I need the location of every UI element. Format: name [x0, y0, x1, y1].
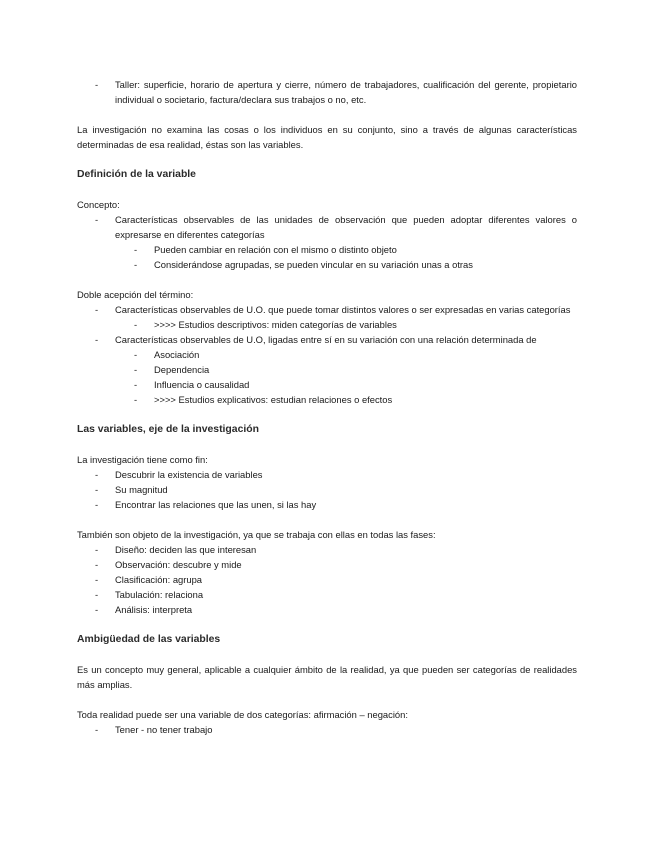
intro-paragraph: La investigación no examina las cosas o los individuos en su conjunto, sino a través de algunas características determinadas de esa realidad, éstas son las variables. [77, 124, 577, 150]
list-item-text: >>>> Estudios descriptivos: miden categorías de variables [154, 319, 397, 330]
fases-list [77, 542, 577, 617]
doble-label: Doble acepción del término: [77, 289, 194, 300]
ambiguedad-paragraph: Es un concepto muy general, aplicable a cualquier ámbito de la realidad, ya que pueden ser categorías de realidades más amplias. [77, 664, 577, 690]
sub-list-item [77, 377, 577, 392]
ambiguedad-list [77, 722, 577, 737]
list-item-text: Tabulación: relaciona [115, 589, 204, 600]
list-item-text: Descubrir la existencia de variables [115, 469, 263, 480]
list-item [77, 587, 577, 602]
bullet-dash: - [95, 589, 99, 600]
bullet-dash: - [95, 499, 99, 510]
list-item [77, 602, 577, 617]
concepto-list [77, 212, 577, 272]
bullet-dash: - [95, 559, 99, 570]
list-item [77, 572, 577, 587]
list-item-text: Análisis: interpreta [115, 604, 193, 615]
fin-list [77, 467, 577, 512]
list-item-text: Influencia o causalidad [154, 379, 250, 390]
bullet-dash: - [95, 214, 99, 225]
list-item [77, 302, 577, 317]
bullet-dash: - [95, 334, 99, 345]
list-item-text: Taller: superficie, horario de apertura y cierre, número de trabajadores, cualificación del gerente, propietario individual o societario, factura/declara sus trabajos o no, etc. [115, 79, 577, 105]
list-item-text: Asociación [154, 349, 200, 360]
list-item-text: Clasificación: agrupa [115, 574, 203, 585]
list-item [77, 332, 577, 347]
concepto-label: Concepto: [77, 199, 120, 210]
bullet-dash: - [134, 319, 138, 330]
list-item [77, 482, 577, 497]
list-item-text: Características observables de U.O. que puede tomar distintos valores o ser expresadas en varias categorías [115, 304, 571, 315]
sub-list-item [77, 257, 577, 272]
bullet-dash: - [134, 244, 138, 255]
list-item-text: >>>> Estudios explicativos: estudian relaciones o efectos [154, 394, 393, 405]
intro-list [77, 77, 577, 107]
bullet-dash: - [95, 304, 99, 315]
list-item [77, 77, 577, 107]
bullet-dash: - [134, 364, 138, 375]
bullet-dash: - [95, 724, 99, 735]
bullet-dash: - [95, 469, 99, 480]
bullet-dash: - [95, 574, 99, 585]
doble-list [77, 302, 577, 407]
list-item [77, 542, 577, 557]
list-item-text: Diseño: deciden las que interesan [115, 544, 257, 555]
heading-eje: Las variables, eje de la investigación [77, 424, 259, 435]
list-item [77, 467, 577, 482]
sub-list-item [77, 242, 577, 257]
sub-list-item [77, 347, 577, 362]
bullet-dash: - [95, 544, 99, 555]
bullet-dash: - [95, 79, 99, 90]
bullet-dash: - [134, 379, 138, 390]
list-item-text: Características observables de las unidades de observación que pueden adoptar diferentes valores o expresarse en diferentes categorías [115, 214, 577, 240]
list-item-text: Características observables de U.O, ligadas entre sí en su variación con una relación determinada de [115, 334, 537, 345]
bullet-dash: - [95, 604, 99, 615]
list-item [77, 557, 577, 572]
fin-label: La investigación tiene como fin: [77, 454, 208, 465]
list-item-text: Encontrar las relaciones que las unen, si las hay [115, 499, 317, 510]
list-item-text: Tener - no tener trabajo [115, 724, 213, 735]
document-body [77, 77, 577, 737]
bullet-dash: - [134, 259, 138, 270]
list-item-text: Pueden cambiar en relación con el mismo o distinto objeto [154, 244, 397, 255]
heading-definicion: Definición de la variable [77, 169, 196, 180]
sub-list-item [77, 392, 577, 407]
sub-list-item [77, 317, 577, 332]
list-item-text: Considerándose agrupadas, se pueden vincular en su variación unas a otras [154, 259, 473, 270]
bullet-dash: - [95, 484, 99, 495]
fases-label: También son objeto de la investigación, ya que se trabaja con ellas en todas las fases: [77, 529, 436, 540]
list-item [77, 722, 577, 737]
list-item-text: Dependencia [154, 364, 210, 375]
list-item [77, 497, 577, 512]
bullet-dash: - [134, 394, 138, 405]
list-item-text: Su magnitud [115, 484, 168, 495]
heading-ambiguedad: Ambigüedad de las variables [77, 634, 221, 645]
sub-list-item [77, 362, 577, 377]
ambiguedad-label: Toda realidad puede ser una variable de dos categorías: afirmación – negación: [77, 709, 408, 720]
list-item [77, 212, 577, 242]
list-item-text: Observación: descubre y mide [115, 559, 242, 570]
bullet-dash: - [134, 349, 138, 360]
